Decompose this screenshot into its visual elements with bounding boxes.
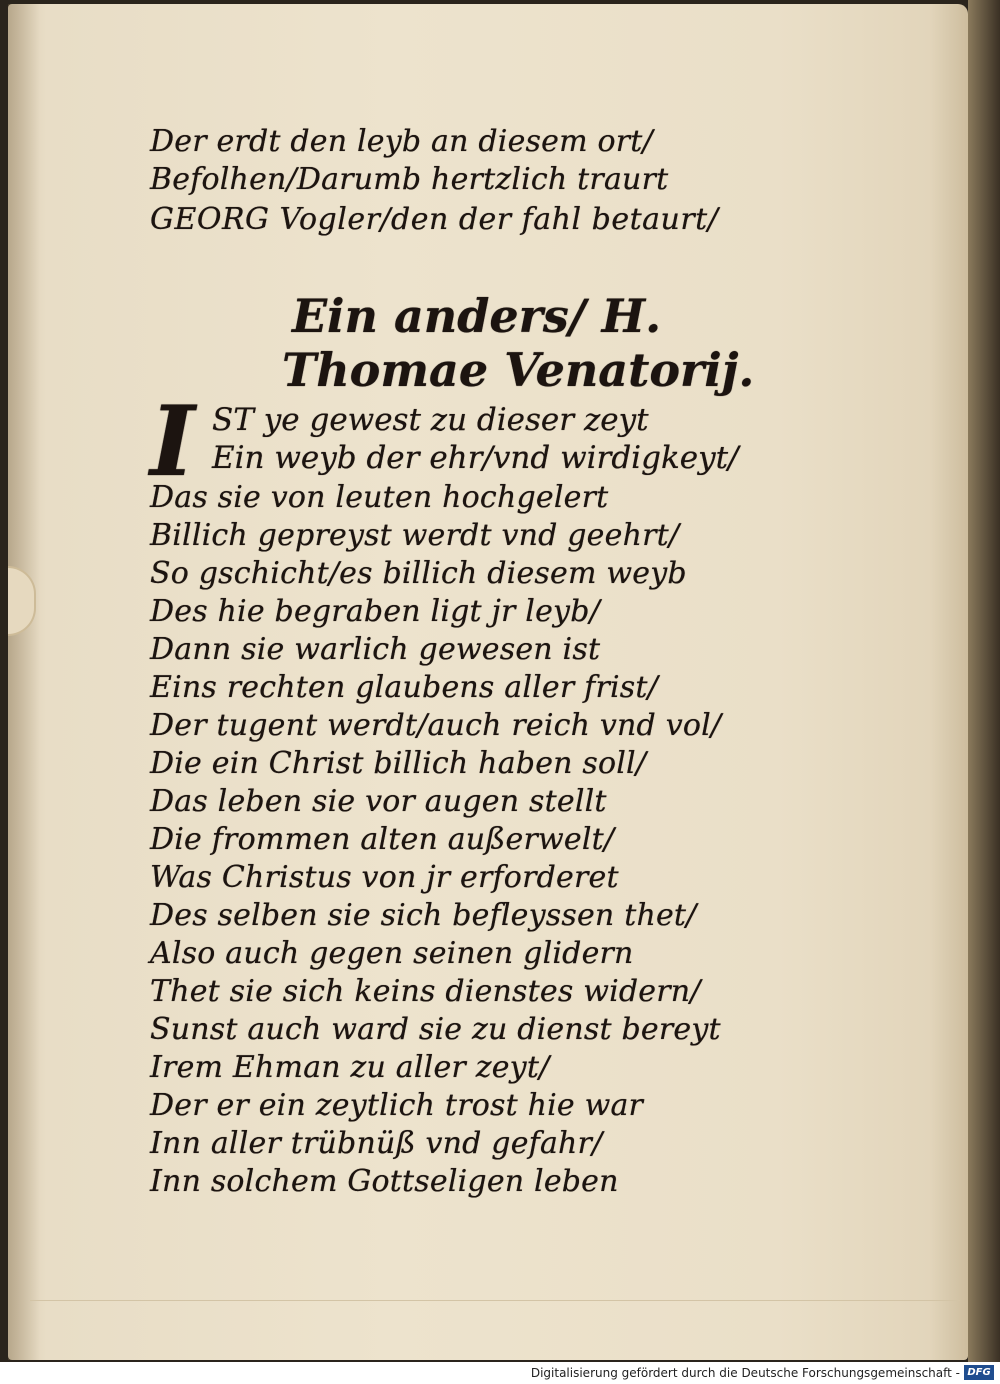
poem-line: Das sie von leuten hochgelert (150, 480, 609, 515)
epitaph-line-2: Befolhen/Darumb hertzlich traurt (150, 162, 669, 197)
poem-line: Irem Ehman zu aller zeyt/ (150, 1050, 550, 1085)
section-heading-line-2: Thomae Venatorij. (282, 343, 755, 397)
poem-line-1: ST ye gewest zu dieser zeyt (212, 402, 649, 438)
poem-line: Des selben sie sich befleyssen thet/ (150, 898, 697, 933)
section-heading-line-1: Ein anders/ H. (292, 289, 662, 343)
poem-line: Was Christus von jr erforderet (150, 860, 619, 895)
poem-line: Die ein Christ billich haben soll/ (150, 746, 647, 781)
poem-line: Das leben sie vor augen stellt (150, 784, 607, 819)
poem-line: Des hie begraben ligt jr leyb/ (150, 594, 600, 629)
footer-bar (0, 1362, 1000, 1384)
poem-line: Der tugent werdt/auch reich vnd vol/ (150, 708, 722, 743)
drop-cap-initial: I (150, 385, 195, 498)
poem-line: So gschicht/es billich diesem weyb (150, 556, 687, 591)
funding-credit: Digitalisierung gefördert durch die Deutsche Forschungsgemeinschaft - (530, 1366, 960, 1380)
poem-line: Der er ein zeytlich trost hie war (150, 1088, 644, 1123)
poem-line-2: Ein weyb der ehr/vnd wirdigkeyt/ (212, 440, 739, 476)
poem-line: Eins rechten glaubens aller frist/ (150, 670, 658, 705)
epitaph-line-1: Der erdt den leyb an diesem ort/ (150, 124, 653, 159)
poem-line: Inn aller trübnüß vnd gefahr/ (150, 1126, 603, 1161)
poem-line: Inn solchem Gottseligen leben (150, 1164, 619, 1199)
poem-line: Also auch gegen seinen glidern (150, 936, 634, 971)
poem-line: Billich gepreyst werdt vnd geehrt/ (150, 518, 680, 553)
epitaph-line-3: GEORG Vogler/den der fahl betaurt/ (150, 202, 719, 237)
poem-line: Dann sie warlich gewesen ist (150, 632, 601, 667)
book-edge (968, 0, 1000, 1362)
poem-line: Sunst auch ward sie zu dienst bereyt (150, 1012, 721, 1047)
dfg-logo-icon: DFG (964, 1365, 994, 1380)
poem-line: Die frommen alten außerwelt/ (150, 822, 615, 857)
poem-line: Thet sie sich keins dienstes widern/ (150, 974, 701, 1009)
